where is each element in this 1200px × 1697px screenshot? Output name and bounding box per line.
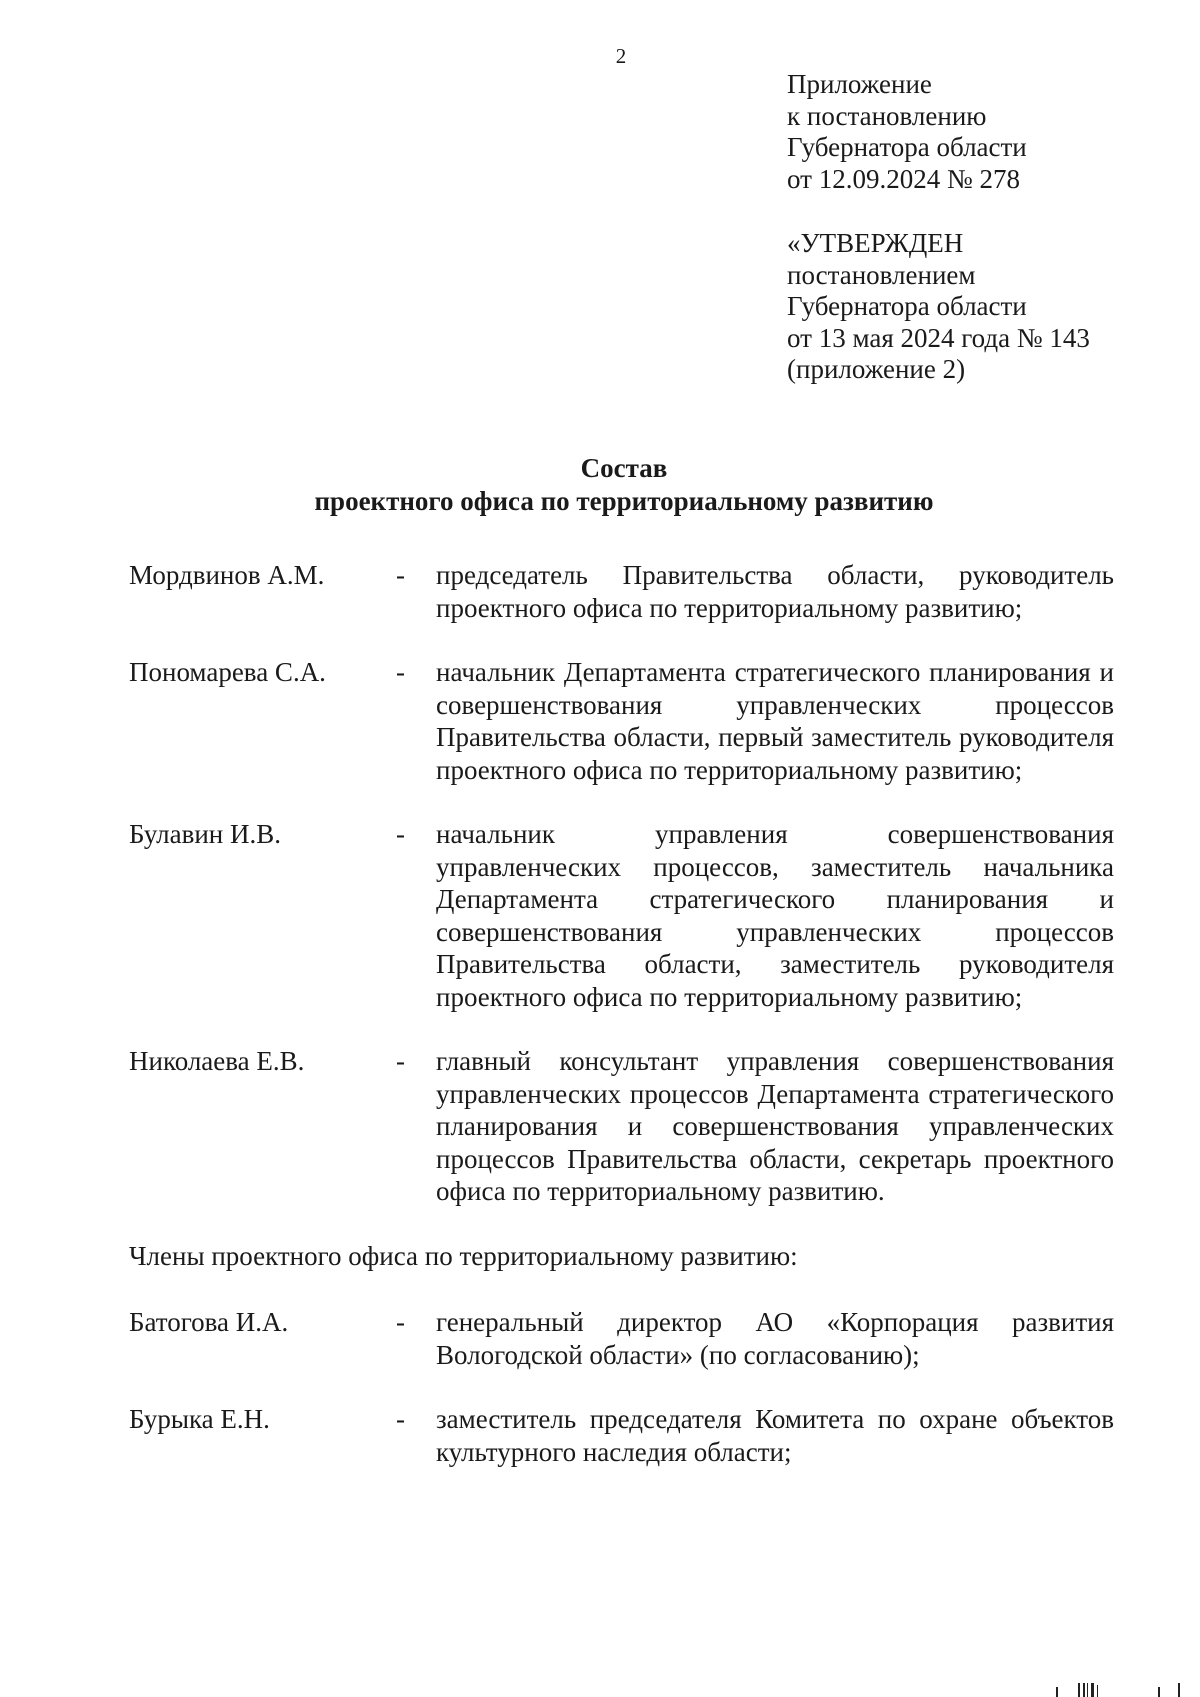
list-item — [129, 818, 1114, 1013]
approval-note-line: от 13 мая 2024 года № 143 — [787, 322, 1090, 353]
composition-list — [129, 559, 1114, 1500]
member-position: начальник Департамента стратегического планирования и совершенствования управленческих процессов Правительства области, первый заместитель руководителя проектного офиса по территориальному развитию; — [436, 657, 1114, 785]
approval-note-line: «УТВЕРЖДЕН — [787, 228, 964, 258]
member-position: заместитель председателя Комитета по охране объектов культурного наследия области; — [436, 1404, 1114, 1467]
list-item — [129, 656, 1114, 786]
member-name: Пономарева С.А. — [129, 657, 326, 687]
member-name: Бурыка Е.Н. — [129, 1404, 270, 1434]
list-item — [129, 559, 1114, 624]
appendix-note — [787, 69, 1027, 195]
list-item — [129, 1045, 1114, 1208]
scan-barcode-marks — [1050, 1681, 1190, 1697]
title-line-1: Состав — [580, 453, 668, 483]
document-title — [0, 452, 1200, 518]
dash-separator: - — [396, 657, 405, 687]
member-position: главный консультант управления совершенствования управленческих процессов Департамента стратегического планирования и совершенствования управленческих процессов Правительства области, секретарь проектного офиса по территориальному развитию. — [436, 1046, 1114, 1206]
list-item — [129, 1306, 1114, 1371]
dash-separator: - — [396, 819, 405, 849]
member-name: Мордвинов А.М. — [129, 560, 325, 590]
approval-note — [787, 228, 1090, 386]
title-line-2: проектного офиса по территориальному развитию — [314, 486, 934, 516]
member-position: начальник управления совершенствования управленческих процессов, заместитель начальника Департамента стратегического планирования и совершенствования управленческих процессов Правительства области, заместитель руководителя проектного офиса по территориальному развитию; — [436, 819, 1114, 1012]
list-item — [129, 1403, 1114, 1468]
approval-note-line: (приложение 2) — [787, 354, 966, 384]
dash-separator: - — [396, 1046, 405, 1076]
members-heading: Члены проектного офиса по территориальному развитию: — [129, 1240, 798, 1271]
approval-note-line: постановлением — [787, 259, 976, 290]
approval-note-line: Губернатора области — [787, 291, 1027, 321]
dash-separator: - — [396, 560, 405, 590]
dash-separator: - — [396, 1307, 405, 1337]
member-position: председатель Правительства области, руководитель проектного офиса по территориальному развитию; — [436, 560, 1114, 623]
appendix-note-line: от 12.09.2024 № 278 — [787, 163, 1020, 194]
member-name: Батогова И.А. — [129, 1307, 289, 1337]
member-name: Николаева Е.В. — [129, 1046, 305, 1076]
member-position: генеральный директор АО «Корпорация развития Вологодской области» (по согласованию); — [436, 1307, 1114, 1370]
appendix-note-line: Приложение — [787, 69, 932, 99]
appendix-note-line: Губернатора области — [787, 132, 1027, 162]
dash-separator: - — [396, 1404, 405, 1434]
member-name: Булавин И.В. — [129, 819, 282, 849]
page-number: 2 — [615, 44, 627, 68]
appendix-note-line: к постановлению — [787, 100, 987, 131]
